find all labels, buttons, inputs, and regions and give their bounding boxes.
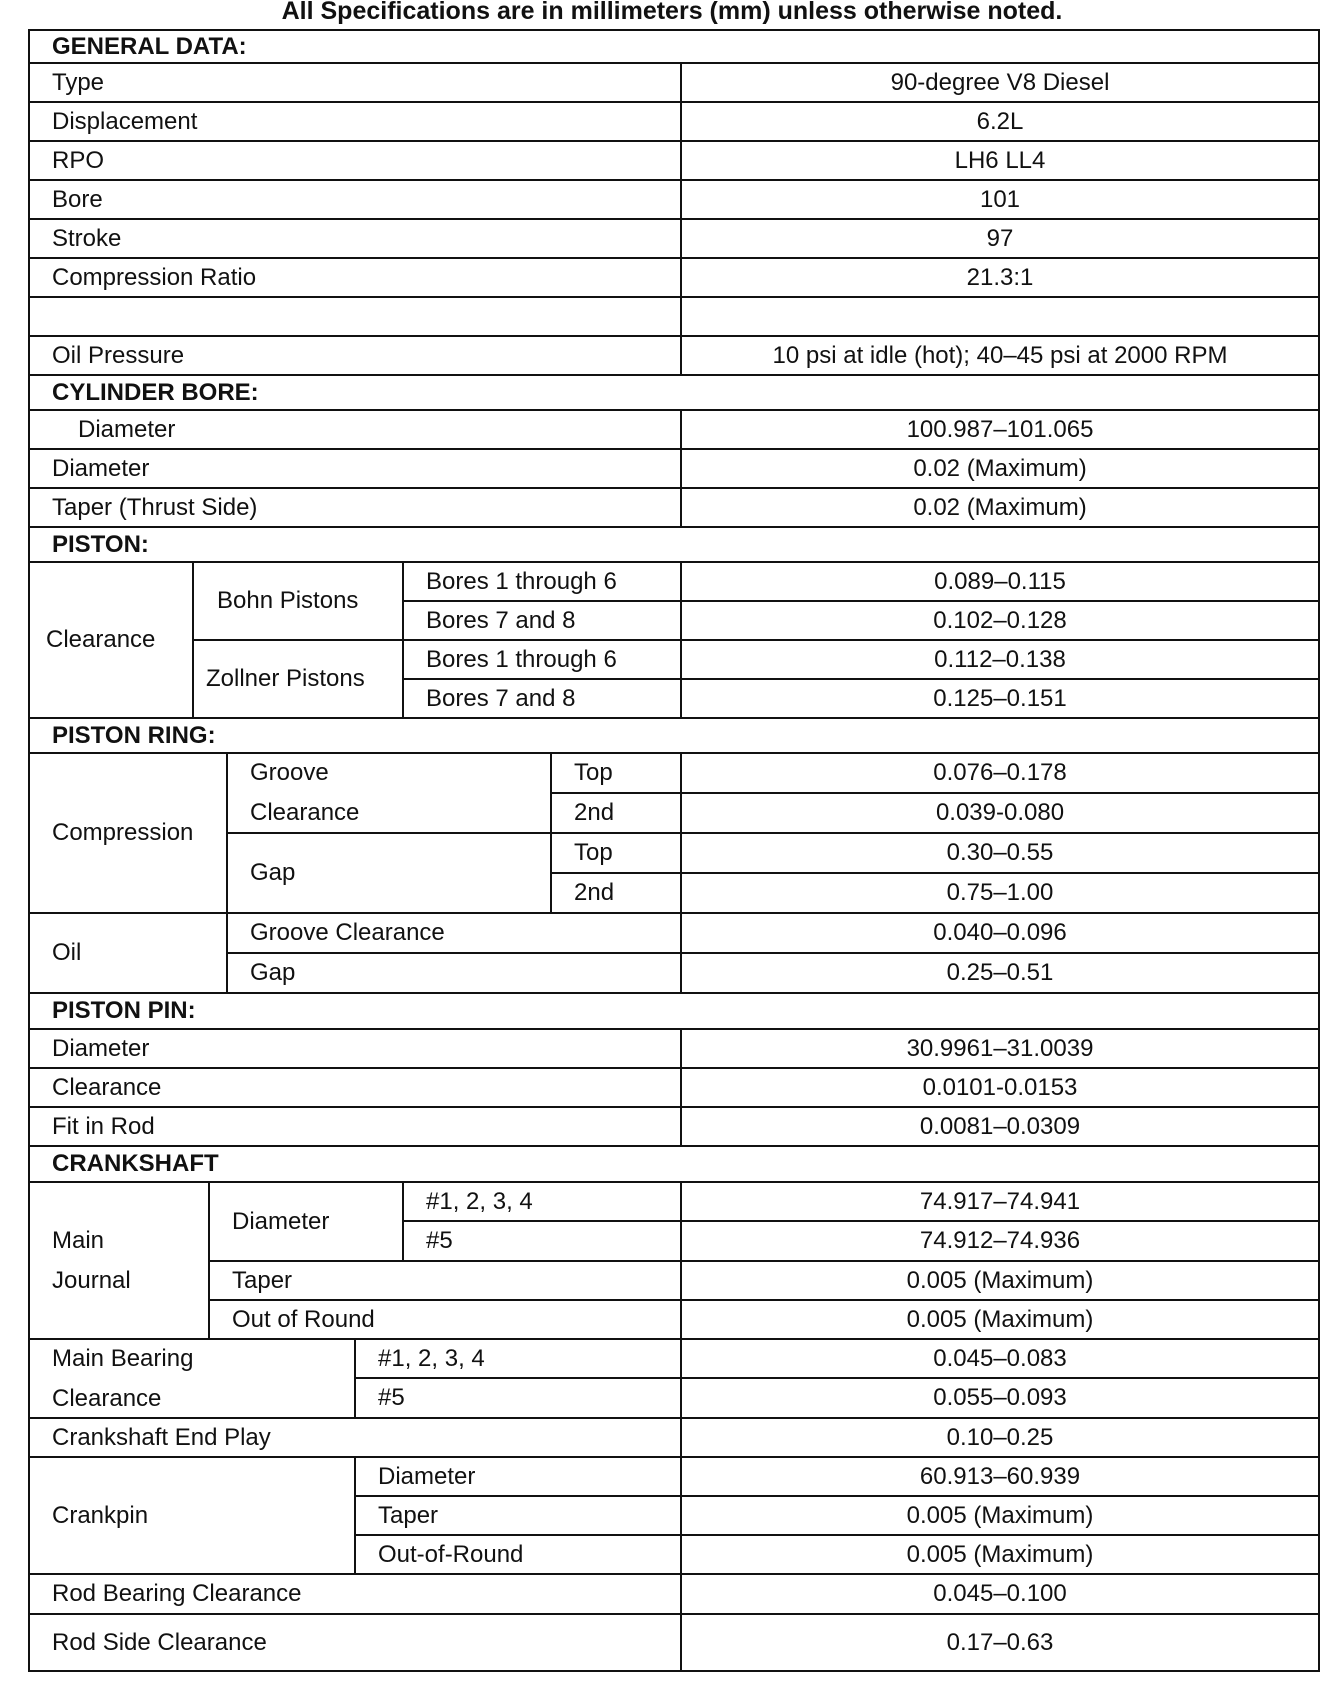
row-label: Displacement [30,101,680,140]
row-label: Fit in Rod [30,1106,680,1145]
row-value: 0.076–0.178 [680,752,1318,792]
row-value: 0.055–0.093 [680,1377,1318,1417]
row-label: Bores 1 through 6 [402,561,680,600]
row-value: 0.02 (Maximum) [680,487,1318,526]
gap-label: Gap [226,832,550,912]
row-label: Taper [208,1260,680,1299]
piston-clearance-label: Clearance [30,561,192,717]
crankpin-label: Crankpin [30,1456,354,1573]
oil-label: Oil [30,912,226,992]
row-value: 0.112–0.138 [680,639,1318,678]
row-label: Rod Bearing Clearance [30,1573,680,1613]
row-value: 0.0101-0.0153 [680,1067,1318,1106]
row-value: 0.02 (Maximum) [680,448,1318,487]
row-label: Type [30,62,680,101]
bohn-pistons-label: Bohn Pistons [192,561,402,639]
row-value: 0.045–0.100 [680,1573,1318,1613]
row-value: 10 psi at idle (hot); 40–45 psi at 2000 RPM [680,335,1318,374]
row-label: Groove Clearance [226,912,680,952]
row-value: 0.102–0.128 [680,600,1318,639]
spec-header-note: All Specifications are in millimeters (mm) unless otherwise noted. [281,0,1063,25]
main-bearing-clearance-label [30,1338,354,1417]
row-label: Rod Side Clearance [30,1613,680,1670]
section-crankshaft: CRANKSHAFT [30,1145,1318,1181]
row-value: 0.089–0.115 [680,561,1318,600]
row-value: 74.917–74.941 [680,1181,1318,1220]
section-piston-ring: PISTON RING: [30,717,1318,752]
row-value: 0.005 (Maximum) [680,1299,1318,1338]
row-value: 100.987–101.065 [680,409,1318,448]
row-value: 0.039-0.080 [680,792,1318,832]
groove-label: Groove [250,759,329,786]
row-value: 90-degree V8 Diesel [680,62,1318,101]
row-value: 0.17–0.63 [680,1613,1318,1670]
row-label: #5 [354,1377,680,1417]
row-value: 0.005 (Maximum) [680,1534,1318,1573]
row-value: 0.045–0.083 [680,1338,1318,1377]
row-label: Bore [30,179,680,218]
row-label: Diameter [30,409,680,448]
row-label: Clearance [30,1067,680,1106]
section-general-data: GENERAL DATA: [52,32,247,60]
row-value: 0.005 (Maximum) [680,1495,1318,1534]
row-label: Compression Ratio [30,257,680,296]
compression-label: Compression [30,752,226,912]
journal-diameter-label: Diameter [208,1181,402,1260]
main-bearing-clearance-word: Clearance [52,1384,162,1412]
row-label: Bores 7 and 8 [402,600,680,639]
section-piston: PISTON: [30,526,1318,561]
row-label: Diameter [354,1456,680,1495]
row-value: 0.005 (Maximum) [680,1260,1318,1299]
empty-row-value [680,296,1318,335]
groove-clearance-label [226,752,550,832]
row-value: 0.75–1.00 [680,872,1318,912]
ring-top-label: Top [550,832,680,872]
ring-second-label: 2nd [550,872,680,912]
main-label: Main [52,1226,105,1254]
row-label: Oil Pressure [30,335,680,374]
row-value: 0.30–0.55 [680,832,1318,872]
row-label: #1, 2, 3, 4 [402,1181,680,1220]
zollner-pistons-label: Zollner Pistons [192,639,402,717]
row-value: 30.9961–31.0039 [680,1028,1318,1067]
row-value: LH6 LL4 [680,140,1318,179]
main-journal-label [30,1181,208,1338]
row-label: Out of Round [208,1299,680,1338]
ring-second-label: 2nd [550,792,680,832]
row-value: 0.25–0.51 [680,952,1318,992]
row-label: Gap [226,952,680,992]
journal-label: Journal [52,1266,131,1294]
row-value: 101 [680,179,1318,218]
row-label: Bores 7 and 8 [402,678,680,717]
row-label: RPO [30,140,680,179]
row-label: Bores 1 through 6 [402,639,680,678]
main-bearing-label: Main Bearing [52,1344,194,1372]
row-label: Diameter [30,1028,680,1067]
row-value: 0.0081–0.0309 [680,1106,1318,1145]
row-value: 21.3:1 [680,257,1318,296]
row-label: Diameter [30,448,680,487]
row-label: #1, 2, 3, 4 [354,1338,680,1377]
spec-table [28,29,1320,1672]
clearance-label: Clearance [250,799,360,826]
row-value: 60.913–60.939 [680,1456,1318,1495]
row-label: Out-of-Round [354,1534,680,1573]
empty-row-label [30,296,680,335]
row-label: #5 [402,1220,680,1260]
section-piston-pin: PISTON PIN: [30,992,1318,1028]
row-label: Crankshaft End Play [30,1417,680,1456]
row-label: Taper (Thrust Side) [30,487,680,526]
section-cylinder-bore: CYLINDER BORE: [30,374,1318,409]
row-value: 74.912–74.936 [680,1220,1318,1260]
row-value: 0.10–0.25 [680,1417,1318,1456]
row-value: 6.2L [680,101,1318,140]
ring-top-label: Top [550,752,680,792]
row-value: 0.040–0.096 [680,912,1318,952]
row-label: Taper [354,1495,680,1534]
row-value: 97 [680,218,1318,257]
row-value: 0.125–0.151 [680,678,1318,717]
row-label: Stroke [30,218,680,257]
